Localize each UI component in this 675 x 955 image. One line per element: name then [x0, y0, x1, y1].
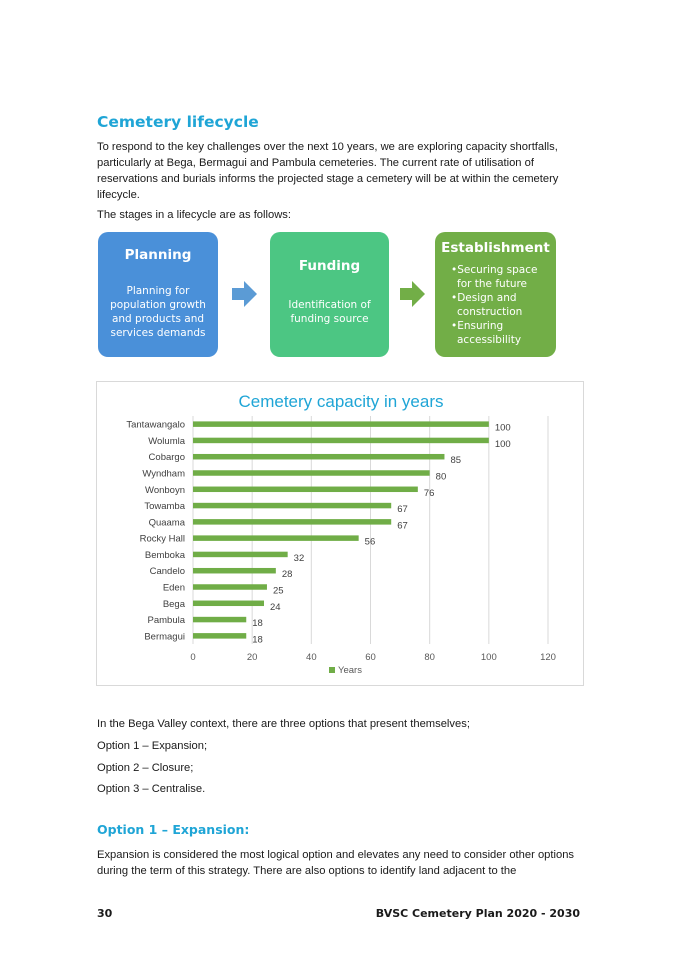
- category-label: Wolumla: [148, 435, 185, 447]
- planning-stage-title: Planning: [124, 247, 192, 263]
- option-1-heading: Option 1 – Expansion:: [97, 822, 250, 837]
- stages-intro: The stages in a lifecycle are as follows:: [97, 209, 292, 221]
- data-label: 24: [270, 601, 281, 613]
- option-2-line: Option 2 – Closure;: [97, 762, 194, 774]
- establishment-stage-box: [435, 232, 556, 357]
- data-label: 18: [252, 618, 263, 630]
- establishment-item: •Securing space for the future: [451, 264, 538, 290]
- bar: [193, 438, 489, 444]
- data-label: 85: [450, 455, 462, 467]
- x-tick-label: 20: [246, 652, 258, 663]
- x-tick-label: 60: [365, 652, 376, 663]
- data-label: 18: [252, 634, 263, 646]
- bar: [193, 470, 430, 476]
- category-label: Bega: [162, 598, 185, 610]
- data-label: 25: [272, 585, 284, 597]
- bar: [193, 552, 288, 558]
- category-label: Bemboka: [144, 549, 185, 561]
- option-1-line: Option 1 – Expansion;: [97, 740, 208, 752]
- category-label: Tantawangalo: [126, 419, 185, 431]
- data-label: 100: [494, 438, 511, 450]
- bar: [193, 454, 444, 460]
- data-label: 28: [281, 569, 293, 581]
- option-1-paragraph: Expansion is considered the most logical option and elevates any need to consider other options during the term of this strategy. There are also options to identify land adjacent to the: [97, 849, 575, 877]
- footer-document-title: BVSC Cemetery Plan 2020 - 2030: [375, 907, 580, 920]
- category-label: Candelo: [149, 566, 185, 578]
- chart-title: Cemetery capacity in years: [238, 392, 444, 411]
- section-title: Cemetery lifecycle: [97, 113, 259, 131]
- x-tick-label: 100: [480, 652, 497, 663]
- legend-label: Years: [338, 665, 362, 676]
- establishment-item: •Design and construction: [451, 292, 523, 318]
- options-intro: In the Bega Valley context, there are three options that present themselves;: [97, 718, 470, 730]
- category-label: Quaama: [148, 517, 185, 529]
- intro-paragraph: To respond to the key challenges over the next 10 years, we are exploring capacity shortfalls, particularly at Bega, Bermagui and Pambula cemeteries. The current rate of utilisation of reservations and burials informs the projected stage a cemetery will be at within the cemetery lifecycle.: [97, 141, 559, 201]
- bar: [193, 421, 489, 427]
- legend-swatch: [329, 667, 335, 673]
- data-label: 100: [494, 422, 511, 434]
- option-3-line: Option 3 – Centralise.: [97, 783, 206, 795]
- establishment-stage-title: Establishment: [441, 240, 550, 256]
- category-label: Eden: [162, 582, 185, 594]
- category-label: Pambula: [147, 615, 185, 627]
- x-tick-label: 0: [190, 652, 196, 663]
- planning-stage-box: [98, 232, 218, 357]
- bar: [193, 617, 246, 623]
- bar: [193, 633, 246, 639]
- bar: [193, 584, 267, 590]
- data-label: 76: [423, 487, 435, 499]
- bar: [193, 503, 391, 509]
- funding-stage-title: Funding: [298, 258, 361, 274]
- category-label: Cobargo: [148, 452, 185, 464]
- establishment-item: •Ensuring accessibility: [451, 320, 522, 346]
- x-tick-label: 120: [540, 652, 556, 663]
- data-label: 32: [293, 552, 305, 564]
- data-label: 80: [435, 471, 447, 483]
- category-label: Wyndham: [142, 468, 185, 480]
- bar: [193, 487, 418, 493]
- category-label: Rocky Hall: [139, 533, 185, 545]
- bar: [193, 568, 276, 574]
- capacity-chart-svg: [97, 382, 583, 685]
- x-tick-label: 40: [306, 652, 317, 663]
- bar: [193, 519, 391, 525]
- data-label: 56: [364, 536, 376, 548]
- establishment-list: [443, 263, 548, 347]
- category-label: Wonboyn: [145, 484, 185, 496]
- funding-stage-body: Identification of funding source: [288, 299, 371, 325]
- planning-stage-body: Planning for population growth and products and services demands: [110, 285, 206, 339]
- data-label: 67: [397, 504, 408, 516]
- data-label: 67: [397, 520, 408, 532]
- bar: [193, 535, 359, 541]
- funding-stage-box: [270, 232, 389, 357]
- capacity-chart: [96, 381, 584, 686]
- category-label: Bermagui: [144, 631, 185, 643]
- page-number: 30: [97, 907, 113, 920]
- x-tick-label: 80: [424, 652, 435, 663]
- category-label: Towamba: [144, 501, 185, 513]
- bar: [193, 601, 264, 607]
